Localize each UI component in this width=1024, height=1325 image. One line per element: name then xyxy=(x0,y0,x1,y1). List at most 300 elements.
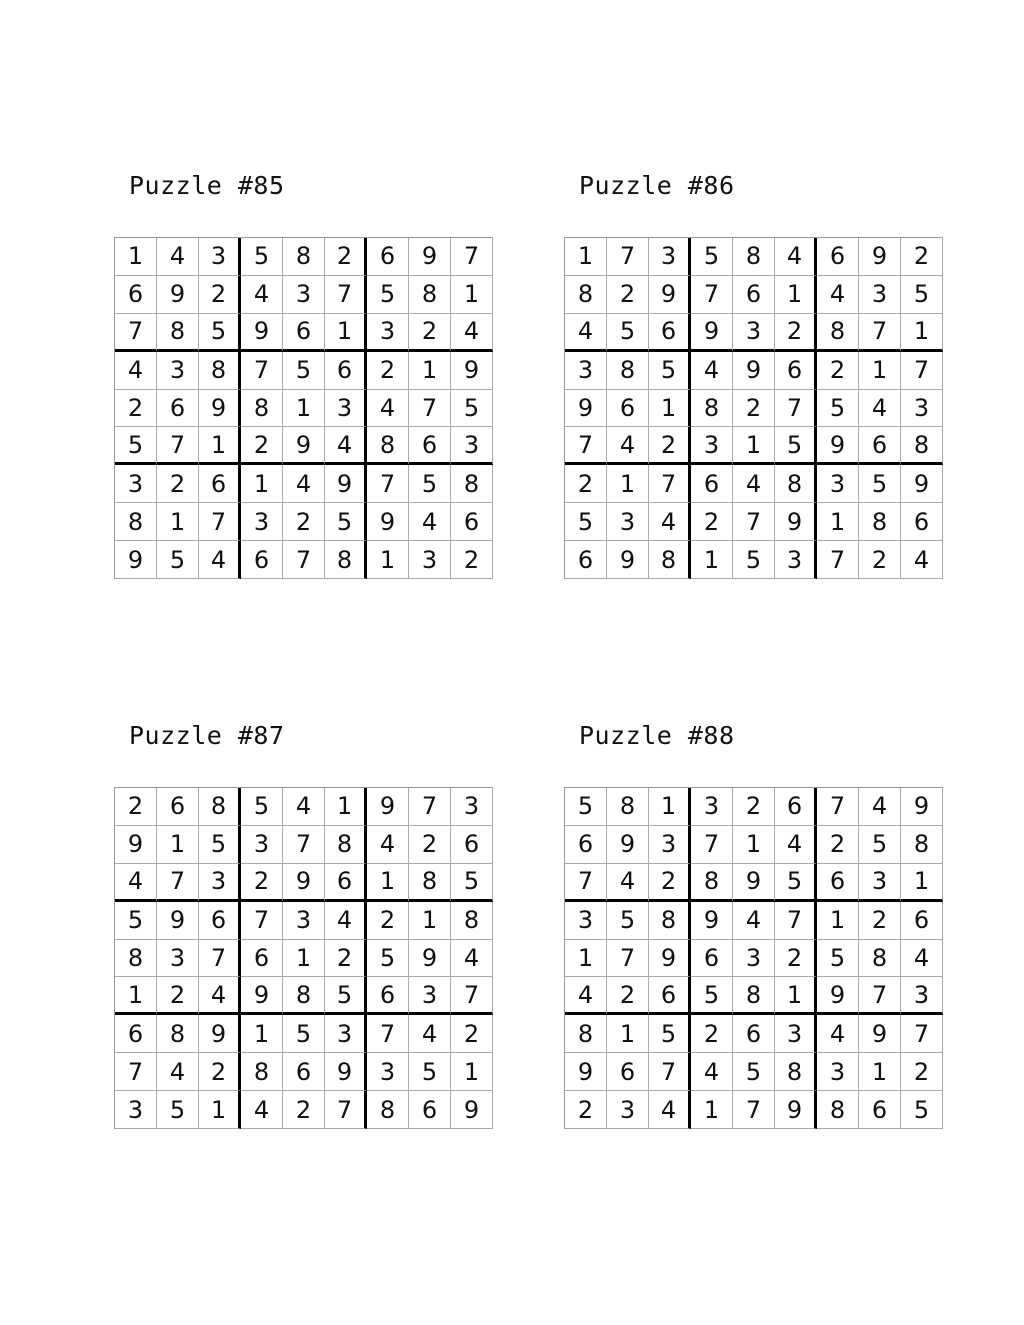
sudoku-cell: 1 xyxy=(157,503,199,541)
sudoku-cell: 1 xyxy=(199,427,241,465)
sudoku-cell: 6 xyxy=(199,465,241,503)
sudoku-cell: 1 xyxy=(859,352,901,390)
sudoku-cell: 9 xyxy=(691,314,733,352)
sudoku-cell: 8 xyxy=(565,1015,607,1053)
sudoku-cell: 1 xyxy=(325,314,367,352)
sudoku-cell: 8 xyxy=(157,314,199,352)
sudoku-cell: 2 xyxy=(157,977,199,1015)
sudoku-cell: 6 xyxy=(283,1053,325,1091)
sudoku-cell: 1 xyxy=(157,826,199,864)
sudoku-cell: 1 xyxy=(775,276,817,314)
sudoku-cell: 1 xyxy=(733,427,775,465)
sudoku-cell: 8 xyxy=(199,788,241,826)
sudoku-cell: 7 xyxy=(775,390,817,428)
sudoku-cell: 6 xyxy=(565,541,607,579)
sudoku-cell: 1 xyxy=(199,1091,241,1129)
sudoku-cell: 1 xyxy=(367,864,409,902)
sudoku-cell: 3 xyxy=(325,1015,367,1053)
sudoku-cell: 2 xyxy=(691,503,733,541)
sudoku-cell: 7 xyxy=(691,826,733,864)
sudoku-cell: 9 xyxy=(199,1015,241,1053)
sudoku-cell: 1 xyxy=(565,940,607,978)
sudoku-cell: 3 xyxy=(241,826,283,864)
sudoku-cell: 5 xyxy=(859,465,901,503)
sudoku-cell: 9 xyxy=(565,1053,607,1091)
sudoku-cell: 3 xyxy=(325,390,367,428)
sudoku-cell: 1 xyxy=(817,902,859,940)
sudoku-cell: 8 xyxy=(649,541,691,579)
puzzle-title: Puzzle #85 xyxy=(129,171,285,200)
sudoku-cell: 6 xyxy=(565,826,607,864)
sudoku-cell: 7 xyxy=(451,238,493,276)
sudoku-cell: 4 xyxy=(157,238,199,276)
sudoku-cell: 7 xyxy=(241,902,283,940)
sudoku-grid xyxy=(114,787,493,1129)
sudoku-cell: 3 xyxy=(775,1015,817,1053)
sudoku-cell: 6 xyxy=(649,977,691,1015)
sudoku-cell: 8 xyxy=(325,826,367,864)
sudoku-cell: 2 xyxy=(241,427,283,465)
sudoku-cell: 2 xyxy=(901,1053,943,1091)
sudoku-cell: 7 xyxy=(649,465,691,503)
sudoku-cell: 6 xyxy=(409,1091,451,1129)
sudoku-cell: 4 xyxy=(649,1091,691,1129)
sudoku-cell: 5 xyxy=(565,503,607,541)
sudoku-cell: 7 xyxy=(283,541,325,579)
sudoku-cell: 7 xyxy=(691,276,733,314)
sudoku-cell: 7 xyxy=(607,940,649,978)
sudoku-cell: 5 xyxy=(367,276,409,314)
sudoku-cell: 1 xyxy=(451,276,493,314)
sudoku-cell: 8 xyxy=(859,503,901,541)
sudoku-cell: 5 xyxy=(733,1053,775,1091)
sudoku-cell: 8 xyxy=(325,541,367,579)
sudoku-cell: 6 xyxy=(283,314,325,352)
sudoku-cell: 3 xyxy=(649,826,691,864)
sudoku-cell: 8 xyxy=(691,390,733,428)
sudoku-cell: 4 xyxy=(409,503,451,541)
sudoku-cell: 7 xyxy=(199,503,241,541)
sudoku-cell: 4 xyxy=(817,276,859,314)
sudoku-cell: 9 xyxy=(283,864,325,902)
puzzle-86 xyxy=(564,171,943,579)
sudoku-cell: 3 xyxy=(199,238,241,276)
sudoku-cell: 3 xyxy=(283,902,325,940)
sudoku-cell: 2 xyxy=(775,940,817,978)
sudoku-cell: 1 xyxy=(409,902,451,940)
sudoku-cell: 5 xyxy=(283,1015,325,1053)
sudoku-cell: 8 xyxy=(157,1015,199,1053)
sudoku-cell: 2 xyxy=(649,864,691,902)
sudoku-cell: 8 xyxy=(283,977,325,1015)
sudoku-cell: 8 xyxy=(241,1053,283,1091)
sudoku-cell: 3 xyxy=(733,314,775,352)
sudoku-cell: 9 xyxy=(241,977,283,1015)
sudoku-cell: 7 xyxy=(901,352,943,390)
sudoku-cell: 5 xyxy=(409,1053,451,1091)
sudoku-cell: 9 xyxy=(325,1053,367,1091)
sudoku-cell: 5 xyxy=(649,352,691,390)
sudoku-cell: 5 xyxy=(451,390,493,428)
sudoku-cell: 3 xyxy=(157,940,199,978)
sudoku-cell: 6 xyxy=(859,427,901,465)
sudoku-cell: 9 xyxy=(775,503,817,541)
sudoku-cell: 6 xyxy=(691,940,733,978)
sudoku-cell: 4 xyxy=(367,390,409,428)
sudoku-cell: 7 xyxy=(157,427,199,465)
sudoku-cell: 9 xyxy=(691,902,733,940)
sudoku-cell: 8 xyxy=(649,902,691,940)
sudoku-cell: 9 xyxy=(157,276,199,314)
sudoku-cell: 1 xyxy=(691,541,733,579)
sudoku-cell: 2 xyxy=(607,977,649,1015)
sudoku-cell: 5 xyxy=(817,940,859,978)
sudoku-cell: 4 xyxy=(901,541,943,579)
sudoku-cell: 6 xyxy=(325,352,367,390)
sudoku-cell: 3 xyxy=(901,977,943,1015)
sudoku-cell: 2 xyxy=(199,1053,241,1091)
sudoku-cell: 4 xyxy=(691,352,733,390)
sudoku-grid xyxy=(114,237,493,579)
sudoku-cell: 7 xyxy=(565,427,607,465)
sudoku-cell: 9 xyxy=(283,427,325,465)
sudoku-cell: 9 xyxy=(157,902,199,940)
sudoku-cell: 8 xyxy=(775,1053,817,1091)
sudoku-cell: 6 xyxy=(451,503,493,541)
sudoku-cell: 5 xyxy=(325,503,367,541)
sudoku-cell: 5 xyxy=(691,238,733,276)
sudoku-cell: 2 xyxy=(409,826,451,864)
sudoku-cell: 9 xyxy=(409,940,451,978)
sudoku-cell: 4 xyxy=(409,1015,451,1053)
sudoku-cell: 4 xyxy=(565,314,607,352)
sudoku-cell: 3 xyxy=(733,940,775,978)
sudoku-cell: 4 xyxy=(691,1053,733,1091)
sudoku-cell: 7 xyxy=(367,1015,409,1053)
sudoku-cell: 9 xyxy=(859,1015,901,1053)
sudoku-cell: 5 xyxy=(901,276,943,314)
puzzle-85 xyxy=(114,171,493,579)
sudoku-cell: 1 xyxy=(283,390,325,428)
sudoku-cell: 9 xyxy=(367,503,409,541)
sudoku-cell: 7 xyxy=(409,788,451,826)
sudoku-cell: 4 xyxy=(817,1015,859,1053)
sudoku-cell: 6 xyxy=(817,864,859,902)
sudoku-cell: 7 xyxy=(115,1053,157,1091)
sudoku-cell: 1 xyxy=(607,1015,649,1053)
sudoku-cell: 4 xyxy=(607,427,649,465)
sudoku-cell: 6 xyxy=(115,1015,157,1053)
sudoku-cell: 3 xyxy=(859,864,901,902)
sudoku-cell: 2 xyxy=(367,902,409,940)
sudoku-cell: 6 xyxy=(691,465,733,503)
sudoku-cell: 6 xyxy=(733,1015,775,1053)
sudoku-cell: 5 xyxy=(607,314,649,352)
sudoku-cell: 2 xyxy=(733,390,775,428)
sudoku-cell: 1 xyxy=(775,977,817,1015)
sudoku-cell: 1 xyxy=(649,390,691,428)
sudoku-cell: 7 xyxy=(733,503,775,541)
sudoku-cell: 4 xyxy=(733,902,775,940)
sudoku-cell: 9 xyxy=(733,352,775,390)
sudoku-cell: 8 xyxy=(607,788,649,826)
sudoku-cell: 7 xyxy=(325,1091,367,1129)
sudoku-cell: 8 xyxy=(409,276,451,314)
sudoku-cell: 9 xyxy=(607,541,649,579)
sudoku-cell: 6 xyxy=(733,276,775,314)
sudoku-cell: 8 xyxy=(565,276,607,314)
sudoku-cell: 2 xyxy=(451,541,493,579)
sudoku-grid xyxy=(564,787,943,1129)
sudoku-cell: 6 xyxy=(607,390,649,428)
sudoku-cell: 6 xyxy=(859,1091,901,1129)
sudoku-cell: 6 xyxy=(901,902,943,940)
sudoku-cell: 7 xyxy=(451,977,493,1015)
sudoku-cell: 6 xyxy=(325,864,367,902)
sudoku-cell: 2 xyxy=(565,1091,607,1129)
sudoku-cell: 8 xyxy=(859,940,901,978)
sudoku-cell: 4 xyxy=(649,503,691,541)
sudoku-cell: 8 xyxy=(451,465,493,503)
sudoku-cell: 9 xyxy=(817,977,859,1015)
sudoku-cell: 4 xyxy=(241,276,283,314)
sudoku-cell: 4 xyxy=(283,788,325,826)
sudoku-cell: 1 xyxy=(607,465,649,503)
sudoku-cell: 7 xyxy=(859,314,901,352)
sudoku-cell: 3 xyxy=(565,352,607,390)
sudoku-cell: 5 xyxy=(691,977,733,1015)
sudoku-cell: 9 xyxy=(115,826,157,864)
sudoku-cell: 4 xyxy=(451,940,493,978)
sudoku-cell: 5 xyxy=(733,541,775,579)
sudoku-cell: 5 xyxy=(409,465,451,503)
sudoku-cell: 9 xyxy=(565,390,607,428)
sudoku-cell: 7 xyxy=(367,465,409,503)
puzzle-87 xyxy=(114,721,493,1129)
sudoku-cell: 2 xyxy=(817,352,859,390)
sudoku-cell: 7 xyxy=(859,977,901,1015)
sudoku-cell: 4 xyxy=(283,465,325,503)
sudoku-cell: 5 xyxy=(901,1091,943,1129)
sudoku-cell: 2 xyxy=(157,465,199,503)
sudoku-cell: 1 xyxy=(325,788,367,826)
sudoku-cell: 2 xyxy=(649,427,691,465)
sudoku-cell: 8 xyxy=(901,826,943,864)
sudoku-cell: 2 xyxy=(691,1015,733,1053)
sudoku-cell: 7 xyxy=(565,864,607,902)
sudoku-cell: 3 xyxy=(199,864,241,902)
sudoku-cell: 4 xyxy=(241,1091,283,1129)
sudoku-cell: 2 xyxy=(283,1091,325,1129)
sudoku-cell: 6 xyxy=(157,788,199,826)
sudoku-cell: 5 xyxy=(775,427,817,465)
sudoku-cell: 5 xyxy=(199,826,241,864)
sudoku-cell: 8 xyxy=(409,864,451,902)
sudoku-cell: 8 xyxy=(607,352,649,390)
sudoku-cell: 1 xyxy=(901,314,943,352)
sudoku-cell: 2 xyxy=(367,352,409,390)
sudoku-cell: 3 xyxy=(115,1091,157,1129)
sudoku-cell: 9 xyxy=(817,427,859,465)
sudoku-cell: 2 xyxy=(325,940,367,978)
sudoku-cell: 5 xyxy=(115,902,157,940)
sudoku-cell: 6 xyxy=(241,940,283,978)
sudoku-cell: 7 xyxy=(241,352,283,390)
sudoku-cell: 6 xyxy=(775,788,817,826)
sudoku-cell: 7 xyxy=(115,314,157,352)
sudoku-cell: 7 xyxy=(649,1053,691,1091)
sudoku-cell: 9 xyxy=(409,238,451,276)
sudoku-cell: 5 xyxy=(565,788,607,826)
sudoku-cell: 2 xyxy=(115,390,157,428)
sudoku-cell: 1 xyxy=(733,826,775,864)
sudoku-cell: 8 xyxy=(733,977,775,1015)
sudoku-cell: 4 xyxy=(367,826,409,864)
sudoku-cell: 8 xyxy=(115,940,157,978)
sudoku-cell: 1 xyxy=(901,864,943,902)
sudoku-cell: 5 xyxy=(241,238,283,276)
sudoku-cell: 9 xyxy=(451,352,493,390)
sudoku-cell: 2 xyxy=(409,314,451,352)
sudoku-cell: 5 xyxy=(241,788,283,826)
sudoku-cell: 9 xyxy=(901,788,943,826)
sudoku-cell: 2 xyxy=(115,788,157,826)
sudoku-cell: 4 xyxy=(775,826,817,864)
sudoku-cell: 8 xyxy=(115,503,157,541)
sudoku-cell: 1 xyxy=(859,1053,901,1091)
sudoku-cell: 3 xyxy=(817,465,859,503)
sudoku-cell: 5 xyxy=(283,352,325,390)
sudoku-cell: 8 xyxy=(367,1091,409,1129)
sudoku-cell: 2 xyxy=(283,503,325,541)
sudoku-cell: 1 xyxy=(283,940,325,978)
sudoku-cell: 2 xyxy=(817,826,859,864)
sudoku-cell: 7 xyxy=(733,1091,775,1129)
sudoku-cell: 4 xyxy=(859,390,901,428)
puzzle-88 xyxy=(564,721,943,1129)
sudoku-cell: 7 xyxy=(775,902,817,940)
sudoku-cell: 3 xyxy=(409,541,451,579)
sudoku-cell: 5 xyxy=(451,864,493,902)
sudoku-cell: 4 xyxy=(157,1053,199,1091)
sudoku-cell: 2 xyxy=(565,465,607,503)
sudoku-cell: 2 xyxy=(451,1015,493,1053)
sudoku-cell: 5 xyxy=(649,1015,691,1053)
sudoku-cell: 3 xyxy=(691,788,733,826)
sudoku-cell: 2 xyxy=(859,541,901,579)
sudoku-cell: 8 xyxy=(901,427,943,465)
sudoku-cell: 5 xyxy=(157,1091,199,1129)
sudoku-cell: 3 xyxy=(409,977,451,1015)
sudoku-cell: 5 xyxy=(817,390,859,428)
sudoku-cell: 9 xyxy=(325,465,367,503)
sudoku-cell: 4 xyxy=(199,541,241,579)
sudoku-cell: 1 xyxy=(649,788,691,826)
sudoku-cell: 7 xyxy=(283,826,325,864)
sudoku-cell: 7 xyxy=(325,276,367,314)
sudoku-cell: 9 xyxy=(649,940,691,978)
sudoku-cell: 3 xyxy=(607,503,649,541)
sudoku-cell: 6 xyxy=(157,390,199,428)
sudoku-cell: 2 xyxy=(859,902,901,940)
sudoku-cell: 5 xyxy=(859,826,901,864)
sudoku-cell: 5 xyxy=(367,940,409,978)
sudoku-cell: 8 xyxy=(775,465,817,503)
sudoku-cell: 5 xyxy=(115,427,157,465)
sudoku-cell: 6 xyxy=(409,427,451,465)
sudoku-cell: 4 xyxy=(115,864,157,902)
sudoku-cell: 3 xyxy=(607,1091,649,1129)
sudoku-cell: 9 xyxy=(115,541,157,579)
sudoku-cell: 2 xyxy=(241,864,283,902)
sudoku-cell: 8 xyxy=(817,314,859,352)
sudoku-cell: 5 xyxy=(325,977,367,1015)
sudoku-cell: 1 xyxy=(115,977,157,1015)
sudoku-cell: 2 xyxy=(325,238,367,276)
sudoku-cell: 5 xyxy=(157,541,199,579)
sudoku-cell: 4 xyxy=(325,902,367,940)
sudoku-cell: 9 xyxy=(859,238,901,276)
sudoku-cell: 3 xyxy=(565,902,607,940)
sudoku-cell: 3 xyxy=(817,1053,859,1091)
sudoku-cell: 2 xyxy=(901,238,943,276)
sudoku-cell: 3 xyxy=(859,276,901,314)
sudoku-cell: 9 xyxy=(733,864,775,902)
sudoku-cell: 6 xyxy=(451,826,493,864)
sudoku-cell: 4 xyxy=(325,427,367,465)
sudoku-cell: 7 xyxy=(817,541,859,579)
sudoku-cell: 4 xyxy=(607,864,649,902)
sudoku-cell: 9 xyxy=(367,788,409,826)
sudoku-cell: 6 xyxy=(649,314,691,352)
sudoku-cell: 8 xyxy=(733,238,775,276)
sudoku-cell: 3 xyxy=(691,427,733,465)
sudoku-cell: 9 xyxy=(649,276,691,314)
sudoku-cell: 5 xyxy=(775,864,817,902)
sudoku-cell: 3 xyxy=(901,390,943,428)
puzzle-title: Puzzle #87 xyxy=(129,721,285,750)
sudoku-cell: 4 xyxy=(733,465,775,503)
sudoku-cell: 2 xyxy=(199,276,241,314)
sudoku-cell: 6 xyxy=(901,503,943,541)
sudoku-cell: 3 xyxy=(649,238,691,276)
sudoku-cell: 8 xyxy=(451,902,493,940)
sudoku-cell: 6 xyxy=(199,902,241,940)
sudoku-cell: 4 xyxy=(565,977,607,1015)
puzzle-title: Puzzle #88 xyxy=(579,721,735,750)
sudoku-cell: 3 xyxy=(775,541,817,579)
sudoku-cell: 6 xyxy=(775,352,817,390)
sudoku-cell: 6 xyxy=(817,238,859,276)
sudoku-cell: 8 xyxy=(283,238,325,276)
sudoku-cell: 4 xyxy=(859,788,901,826)
sudoku-cell: 1 xyxy=(241,465,283,503)
sudoku-cell: 1 xyxy=(691,1091,733,1129)
sudoku-cell: 8 xyxy=(691,864,733,902)
sudoku-cell: 4 xyxy=(901,940,943,978)
sudoku-cell: 1 xyxy=(115,238,157,276)
sudoku-cell: 6 xyxy=(367,977,409,1015)
sudoku-cell: 4 xyxy=(451,314,493,352)
sudoku-cell: 7 xyxy=(157,864,199,902)
sudoku-cell: 1 xyxy=(409,352,451,390)
sudoku-cell: 8 xyxy=(367,427,409,465)
sudoku-cell: 1 xyxy=(241,1015,283,1053)
sudoku-cell: 6 xyxy=(115,276,157,314)
sudoku-cell: 9 xyxy=(607,826,649,864)
sudoku-cell: 3 xyxy=(283,276,325,314)
sudoku-cell: 7 xyxy=(817,788,859,826)
